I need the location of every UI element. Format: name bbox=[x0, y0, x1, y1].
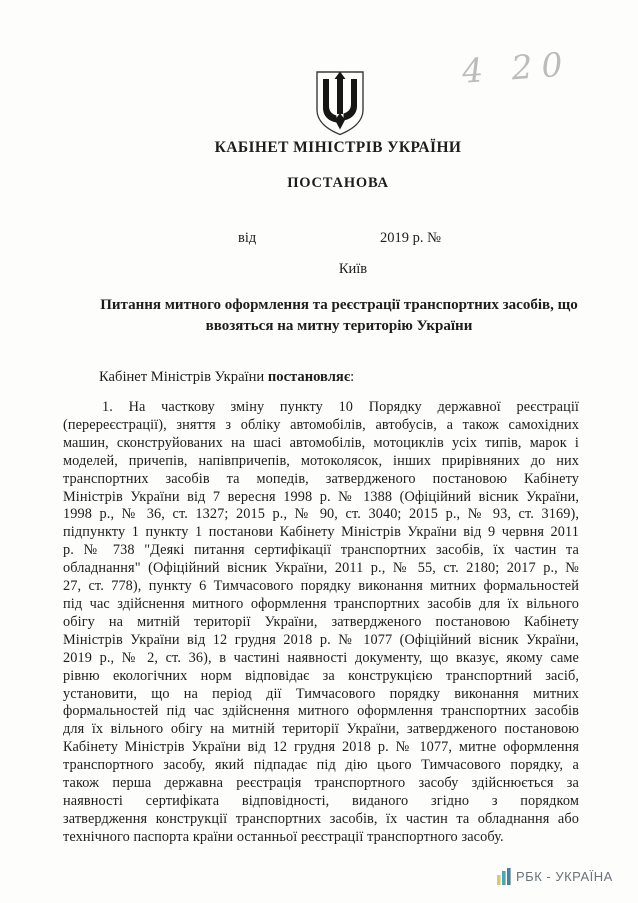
paragraph-line: Міністрів України від 7 вересня 1998 р. № 1388 (Офіційний вісник України, bbox=[63, 488, 579, 505]
rbc-ukraine-logo-icon bbox=[497, 868, 511, 885]
paragraph-line: 2019 р., № 2, ст. 36), в частині наявності документу, що вказує, якому саме bbox=[63, 649, 579, 666]
paragraph-line: також перша державна реєстрація транспортного засобу здійснюється за bbox=[63, 775, 579, 792]
paragraph-line: (перереєстрації), зняття з обліку автомобілів, автобусів, а також самохідних bbox=[63, 416, 579, 433]
paragraph-line: формальностей під час здійснення митного оформлення транспортних засобів bbox=[63, 703, 579, 720]
paragraph-line: під час здійснення митного оформлення транспортних засобів для їх вільного bbox=[63, 595, 579, 612]
ukraine-trident-emblem-icon bbox=[314, 70, 366, 138]
handwritten-number: 4 20 bbox=[460, 44, 573, 91]
organization-name: КАБІНЕТ МІНІСТРІВ УКРАЇНИ bbox=[214, 139, 462, 156]
paragraph-line: транспортного засобу, який підпадає під дію цього Тимчасового порядку, а bbox=[63, 757, 579, 774]
preamble-regular-text: Кабінет Міністрів України bbox=[99, 369, 268, 385]
paragraph-line: рівню екологічних норм відповідає за конструкцією транспортний засіб, bbox=[63, 667, 579, 684]
document-title bbox=[0, 295, 638, 337]
watermark-label: РБК - УКРАЇНА bbox=[516, 869, 613, 884]
paragraph-line: підпункту 1 пункту 1 постанови Кабінету Міністрів України від 9 червня 2011 bbox=[63, 524, 579, 541]
date-prefix-label: від bbox=[238, 230, 257, 246]
paragraph-line: Кабінету Міністрів України від 12 грудня 2018 р. № 1077, митне оформлення bbox=[63, 739, 579, 756]
paragraph-line: машин, сконструйованих на шасі автомобілів, мотоциклів усіх типів, марок і bbox=[63, 434, 579, 451]
document-type-heading: ПОСТАНОВА bbox=[287, 175, 389, 191]
paragraph-line: затвердження конструкції транспортних засобів, їх частин та обладнання або bbox=[63, 810, 579, 827]
title-line-2: ввозяться на митну територію України bbox=[205, 318, 473, 334]
paragraph-line: 27, ст. 778), пункту 6 Тимчасового порядку виконання митних формальностей bbox=[63, 578, 579, 595]
paragraph-line: Міністрів України від 12 грудня 2018 р. № 1077 (Офіційний вісник України, bbox=[63, 631, 579, 648]
paragraph-line: технічного паспорта країни останньої реєстрації транспортного засобу. bbox=[63, 828, 504, 845]
paragraph-line: обладнання" (Офіційний вісник України, 2011 р., № 55, ст. 2180; 2017 р., № bbox=[63, 560, 579, 577]
paragraph-line: транспортних засобів та мопедів, затвердженого постановою Кабінету bbox=[63, 470, 579, 487]
paragraph-line: 1998 р., № 36, ст. 1327; 2015 р., № 90, ст. 3040; 2015 р., № 93, ст. 3169), bbox=[63, 506, 579, 523]
paragraph-1 bbox=[63, 399, 579, 847]
paragraph-line: для їх вільного обігу на митній території України, затвердженого постановою bbox=[63, 721, 579, 738]
paragraph-line: р. № 738 "Деякі питання сертифікації транспортних засобів, їх частин та bbox=[63, 542, 579, 559]
paragraph-line: обігу на митній території України, затвердженого постановою Кабінету bbox=[63, 613, 579, 630]
preamble-colon: : bbox=[350, 369, 355, 385]
date-year-number-label: 2019 р. № bbox=[380, 230, 441, 246]
preamble-bold-text: постановляє bbox=[267, 369, 351, 385]
title-line-1: Питання митного оформлення та реєстрації транспортних засобів, що bbox=[100, 297, 578, 313]
paragraph-line: моделей, причепів, напівпричепів, мотоколясок, інших прирівняних до них bbox=[63, 452, 579, 469]
paragraph-line: 1. На часткову зміну пункту 10 Порядку державної реєстрації bbox=[102, 399, 579, 415]
preamble bbox=[99, 369, 354, 386]
city-label: Київ bbox=[338, 261, 368, 277]
paragraph-line: установити, що на період дії Тимчасового порядку виконання митних bbox=[63, 685, 579, 702]
watermark bbox=[497, 868, 613, 885]
paragraph-line: наявності сертифіката відповідності, виданого згідно з порядком bbox=[63, 792, 579, 809]
